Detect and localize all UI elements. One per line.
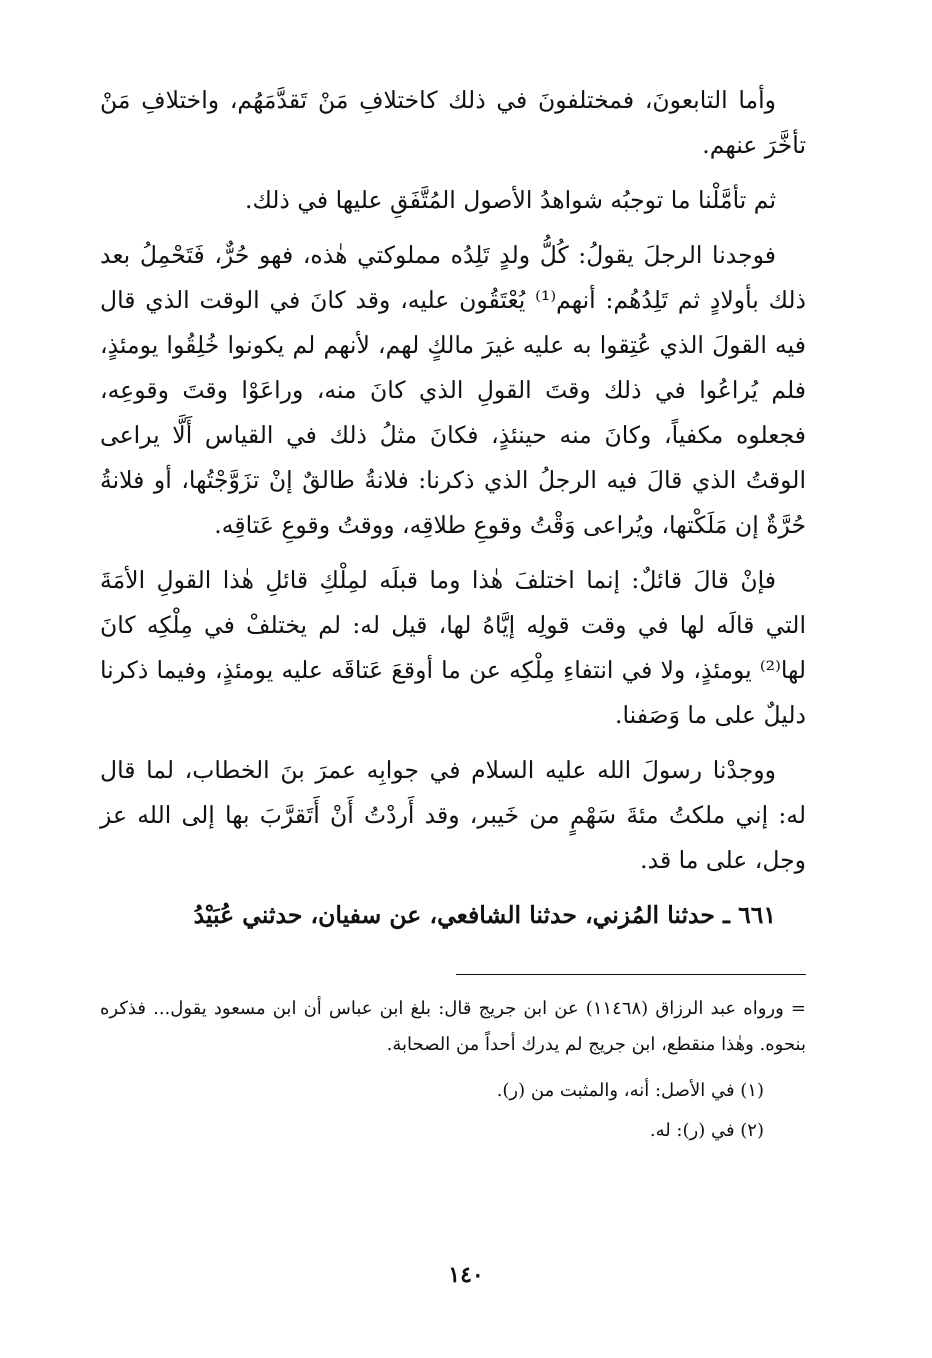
footnote-divider: [456, 974, 806, 975]
footnote-1: (١) في الأصل: أنه، والمثبت من (ر).: [496, 1080, 764, 1101]
paragraph-3: فوجدنا الرجلَ يقولُ: كُلُّ ولدٍ تَلِدُه مملوكتي هٰذه، فهو حُرٌّ، فَتَحْمِلُ بعد ذلك بأولادٍ ثم تَلِدُهُم: أنهم⁽¹⁾ يُعْتَقُون عليه، وقد كانَ في الوقت الذي قال فيه القولَ الذي عُتِقوا به عليه غيرَ مالكٍ لهم، لأنهم لم يكونوا خُلِقُوا يومئذٍ، فلم يُراعُوا في ذلك وقتَ القولِ الذي كانَ منه، وراعَوْا وقتَ وقوعِه، فجعلوه مكفياً، وكانَ منه حينئذٍ، فكانَ مثلُ ذلك في القياس أَلَّا يراعى الوقتُ الذي قالَ فيه الرجلُ الذي ذكرنا: فلانةُ طالقٌ إنْ تزَوَّجْتُها، أو فلانةُ حُرَّةٌ إن مَلَكْتها، ويُراعى وَقْتُ وقوعِ طلاقِه، ووقتُ وقوعِ عَتاقِه.: [100, 241, 807, 539]
paragraph-5: ووجدْنا رسولَ الله عليه السلام في جوابِه عمرَ بنَ الخطاب، لما قال له: إني ملكتُ مئةَ سَهْمٍ من خَيبر، وقد أَردْتُ أَنْ أَتَقرَّبَ بها إلى الله عز وجل، على ما قد.: [100, 756, 806, 874]
page-number: ١٤٠: [448, 1262, 484, 1288]
paragraph-4: فإنْ قالَ قائلٌ: إنما اختلفَ هٰذا وما قبلَه لمِلْكِ قائلِ هٰذا القولِ الأمَةَ التي قالَه لها في وقت قولِه إيَّاهُ لها، قيل له: لم يختلفْ في مِلْكِه كانَ لها⁽²⁾ يومئذٍ، ولا في انتفاءِ مِلْكِه عن ما أوقعَ عَتاقَه عليه يومئذٍ، وفيما ذكرنا دليلٌ على ما وَصَفنا.: [100, 566, 806, 729]
paragraph-2: ثم تأمَّلْنا ما توجبُه شواهدُ الأصول المُتَّفَقِ عليها في ذلك.: [244, 186, 776, 214]
footnote-2: (٢) في (ر): له.: [649, 1120, 764, 1141]
footnotes: [100, 991, 806, 1149]
main-text: [100, 78, 806, 938]
paragraph-1: وأما التابعونَ، فمختلفونَ في ذلك كاختلافِ مَنْ تَقدَّمَهُم، واختلافِ مَنْ تأخَّرَ عنهم.: [100, 86, 806, 159]
footnote-continuation: = ورواه عبد الرزاق (١١٤٦٨) عن ابن جريج قال: بلغ ابن عباس أن ابن مسعود يقول... فذكره بنحوه. وهٰذا منقطع، ابن جريج لم يدرك أحداً من الصحابة.: [100, 998, 807, 1055]
hadith-661-start: ٦٦١ ـ حدثنا المُزني، حدثنا الشافعي، عن سفيان، حدثني عُبَيْدُ: [193, 901, 776, 929]
